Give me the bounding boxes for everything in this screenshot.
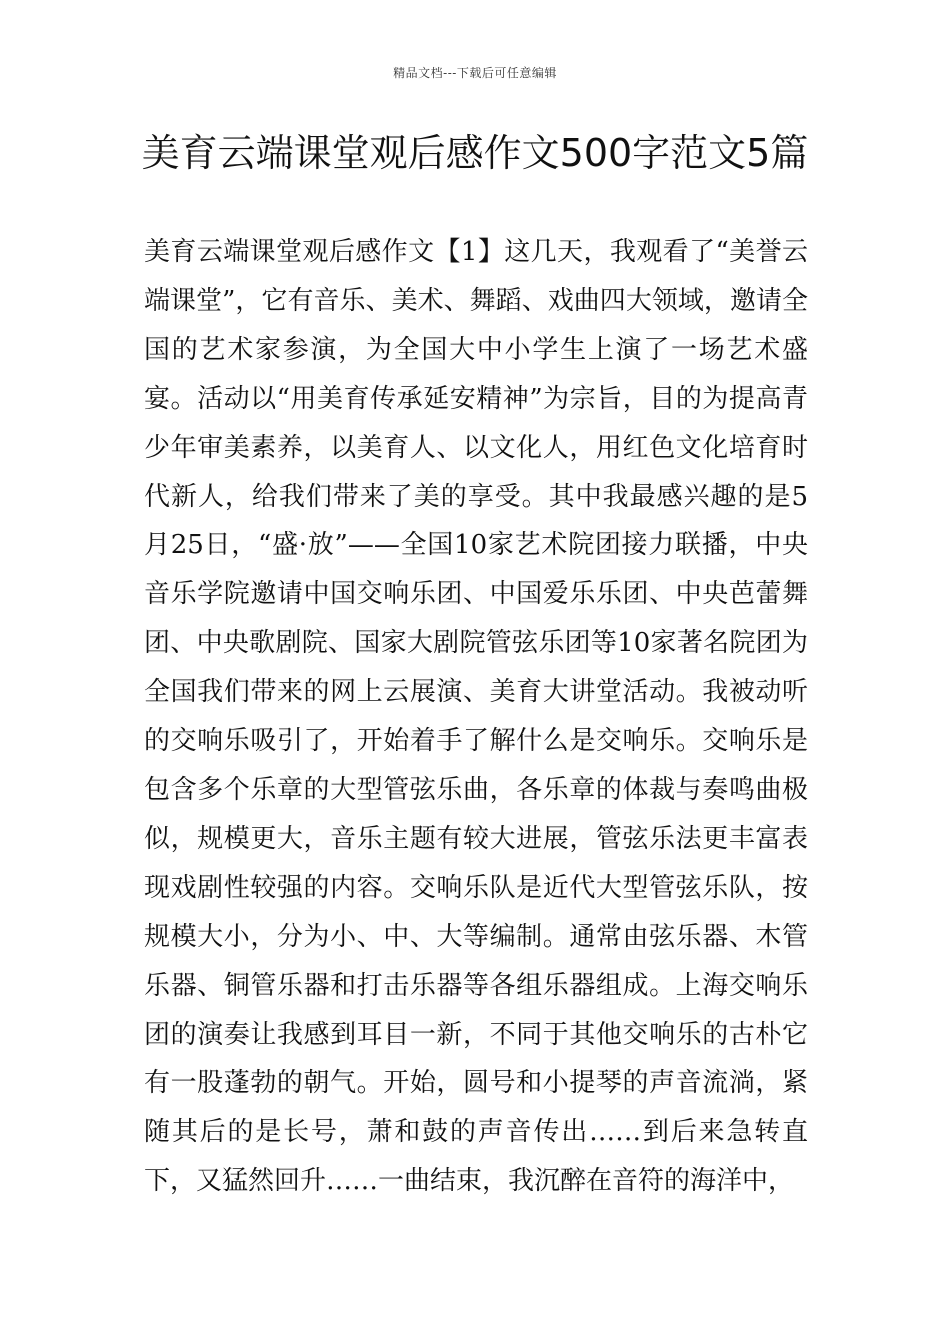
body-paragraph: 美育云端课堂观后感作文【1】这几天，我观看了“美誉云端课堂”，它有音乐、美术、舞蹈、戏曲四大领域，邀请全国的艺术家参演，为全国大中小学生上演了一场艺术盛宴。活动以“用美育传承延安精神”为宗旨，目的为提高青少年审美素养，以美育人、以文化人，用红色文化培育时代新人，给我们带来了美的享受。其中我最感兴趣的是5月25日，“盛·放”——全国10家艺术院团接力联播，中央音乐学院邀请中国交响乐团、中国爱乐乐团、中央芭蕾舞团、中央歌剧院、国家大剧院管弦乐团等10家著名院团为全国我们带来的网上云展演、美育大讲堂活动。我被动听的交响乐吸引了，开始着手了解什么是交响乐。交响乐是包含多个乐章的大型管弦乐曲，各乐章的体裁与奏鸣曲极似，规模更大，音乐主题有较大进展，管弦乐法更丰富表现戏剧性较强的内容。交响乐队是近代大型管弦乐队，按规模大小，分为小、中、大等编制。通常由弦乐器、木管乐器、铜管乐器和打击乐器等各组乐器组成。上海交响乐团的演奏让我感到耳目一新，不同于其他交响乐的古朴它有一股蓬勃的朝气。开始，圆号和小提琴的声音流淌，紧随其后的是长号，萧和鼓的声音传出……到后来急转直下，又猛然回升……一曲结束，我沉醉在音符的海洋中，	[144, 237, 808, 1197]
header-note: 精品文档---下载后可任意编辑	[393, 66, 557, 80]
document-title: 美育云端课堂观后感作文500字范文5篇	[141, 131, 809, 175]
